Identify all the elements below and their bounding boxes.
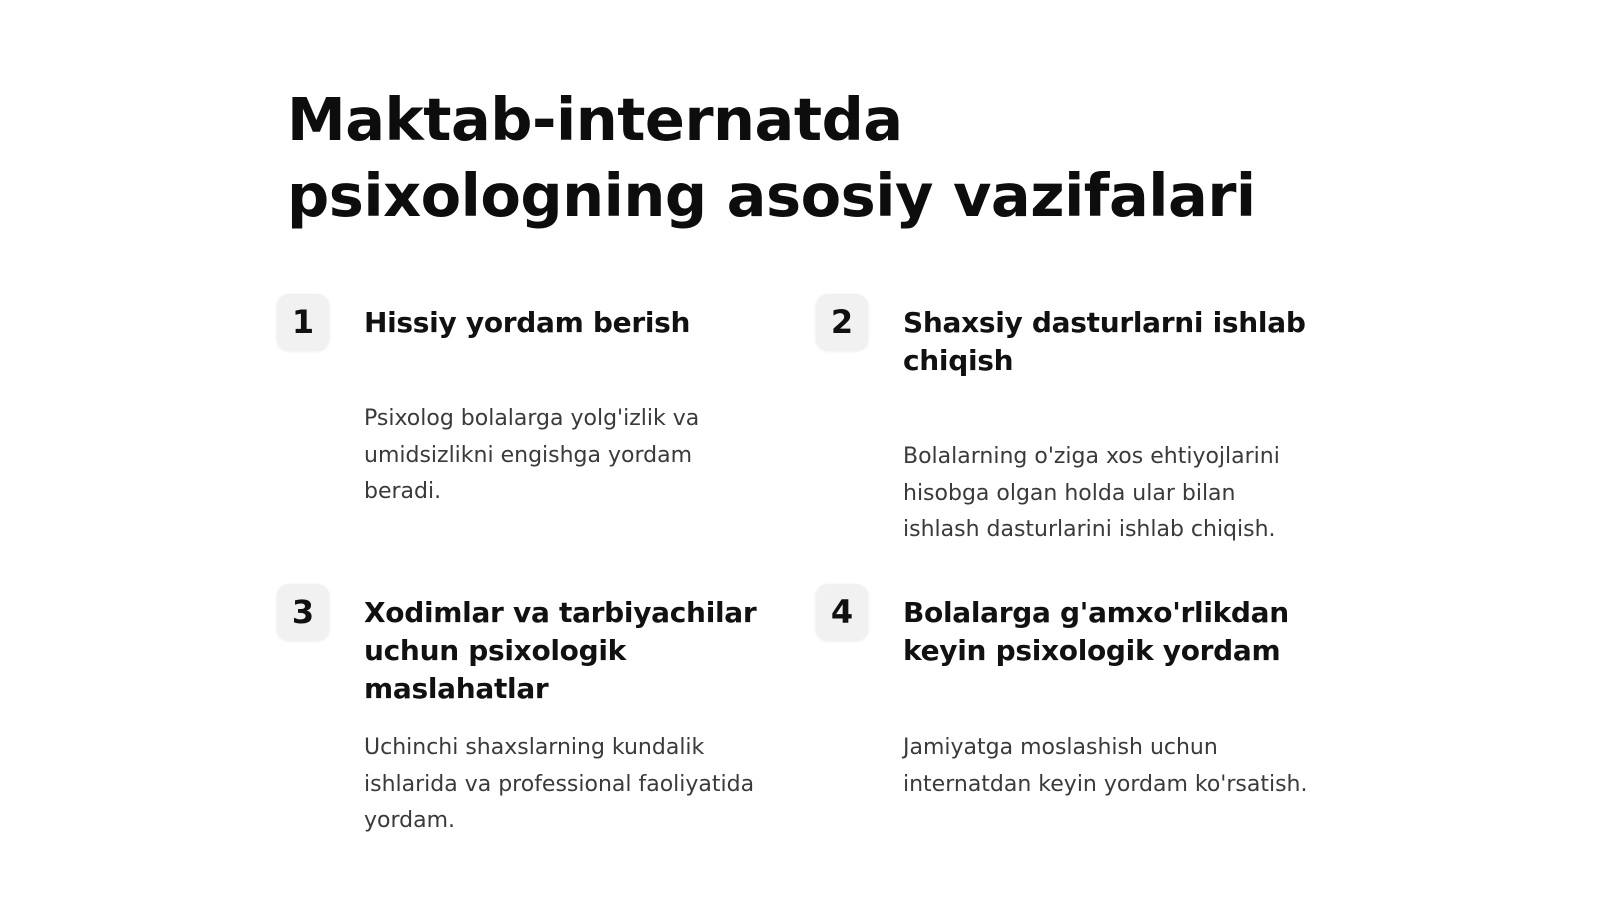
task-description: Uchinchi shaxslarning kundalik ishlarida va professional faoliyatida yordam. <box>364 735 755 833</box>
task-description: Bolalarning o'ziga xos ehtiyojlarini hisobga olgan holda ular bilan ishlash dasturlarini ishlab chiqish. <box>903 444 1280 542</box>
number-badge: 3 <box>277 584 329 640</box>
number-badge: 1 <box>277 294 329 350</box>
task-description: Psixolog bolalarga yolg'izlik va umidsizlikni engishga yordam beradi. <box>364 406 700 504</box>
task-description: Jamiyatga moslashish uchun internatdan keyin yordam ko'rsatish. <box>903 735 1308 797</box>
task-title: Xodimlar va tarbiyachilar uchun psixologik maslahatlar <box>364 596 757 705</box>
task-title: Shaxsiy dasturlarni ishlab chiqish <box>903 306 1306 377</box>
number-badge: 2 <box>816 294 868 350</box>
slide-title: Maktab-internatda psixologning asosiy vazifalari <box>287 85 1256 230</box>
number-badge: 4 <box>816 584 868 640</box>
task-title: Bolalarga g'amxo'rlikdan keyin psixologik yordam <box>903 596 1289 667</box>
task-title: Hissiy yordam berish <box>364 306 691 339</box>
